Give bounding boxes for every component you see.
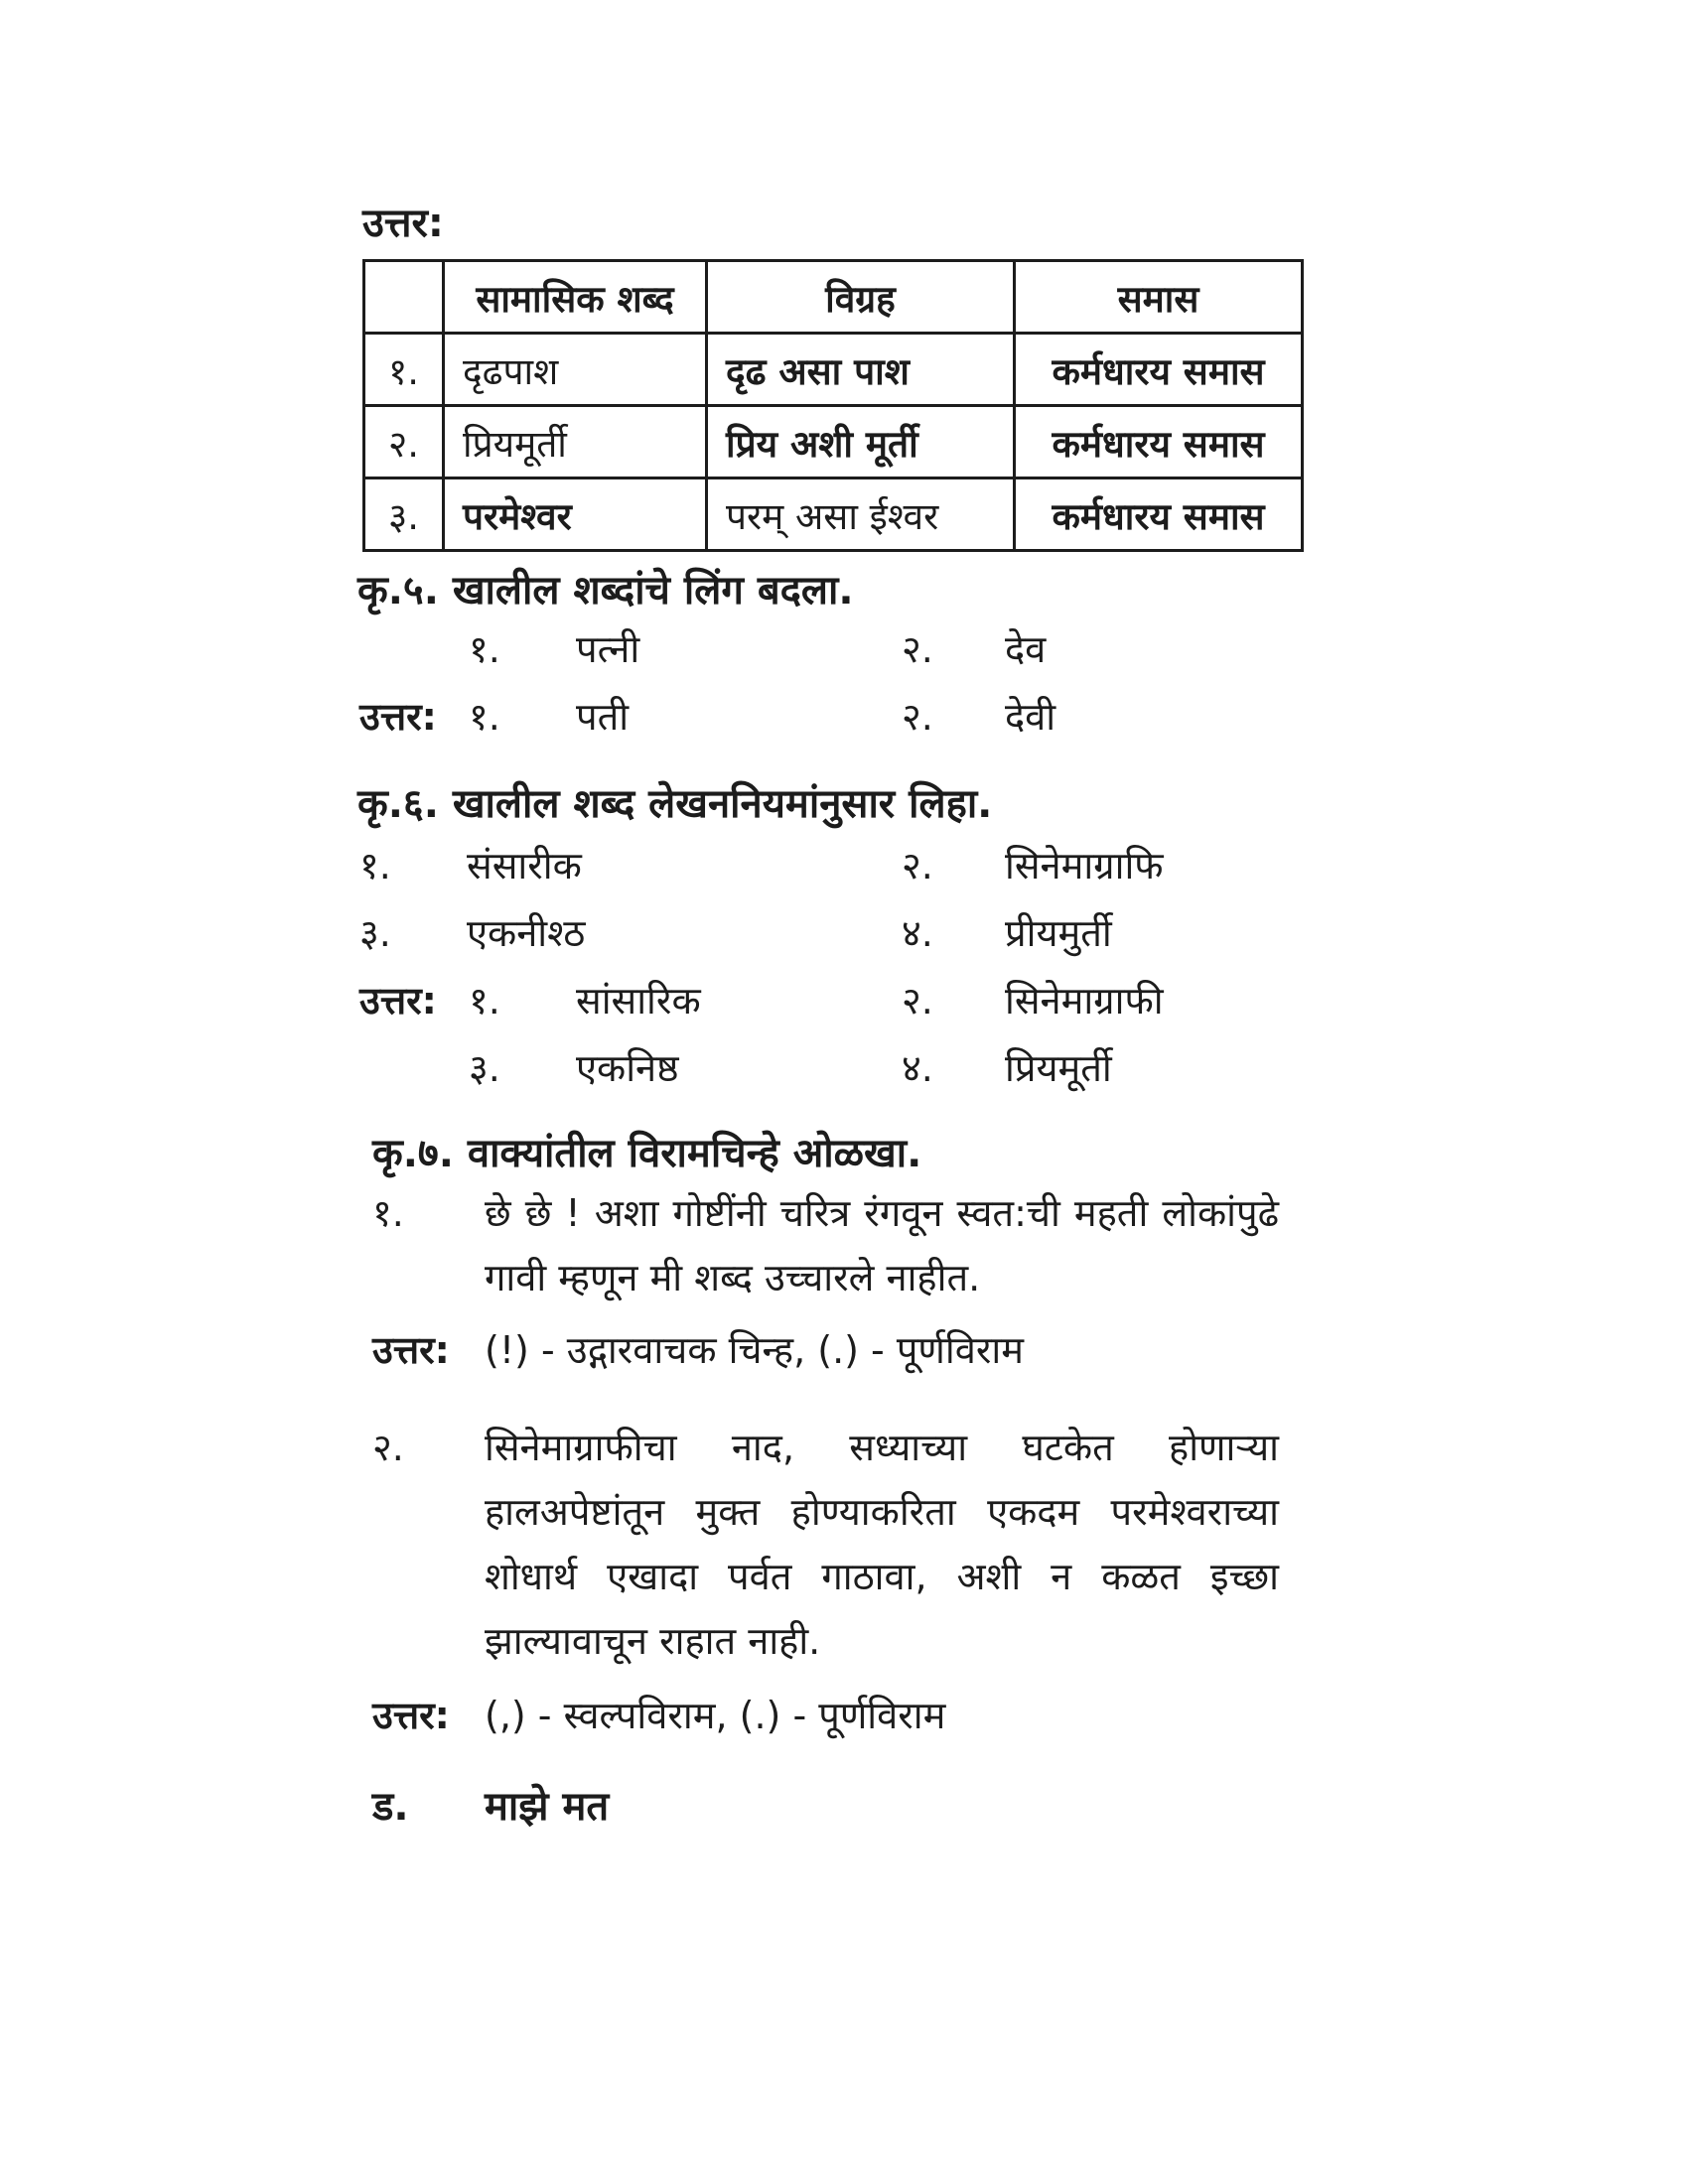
q7-answer-text: (!) - उद्गारवाचक चिन्ह, (.) - पूर्णविराम bbox=[485, 1328, 1024, 1372]
q6-item-num: २. bbox=[902, 844, 933, 887]
q6-item-text: संसारीक bbox=[467, 844, 582, 887]
q5-item-num: २. bbox=[902, 627, 933, 671]
q5-item-text: देव bbox=[1005, 627, 1047, 671]
q6-answer-num: ४. bbox=[902, 1046, 933, 1090]
q6-answer-label: उत्तर: bbox=[359, 979, 437, 1023]
section-d-title: माझे मत bbox=[485, 1784, 610, 1830]
q5-title: कृ.५. खालील शब्दांचे लिंग बदला. bbox=[357, 568, 854, 614]
q7-sentence-num: २. bbox=[372, 1426, 404, 1469]
answer-label: उत्तर: bbox=[362, 201, 444, 246]
q5-item-text: पत्नी bbox=[576, 627, 640, 671]
table-header-cell: समास bbox=[1015, 261, 1303, 334]
table-header-cell: सामासिक शब्द bbox=[444, 261, 707, 334]
q6-answer-text: एकनिष्ठ bbox=[576, 1046, 679, 1090]
q7-sentence-num: १. bbox=[372, 1191, 404, 1235]
q6-title: कृ.६. खालील शब्द लेखननियमांनुसार लिहा. bbox=[357, 781, 993, 827]
q5-answer-text: देवी bbox=[1005, 695, 1056, 739]
q6-item-text: एकनीश्ठ bbox=[467, 911, 586, 955]
q6-item-num: १. bbox=[359, 844, 391, 887]
table-header-cell: विग्रह bbox=[707, 261, 1015, 334]
q5-answer-label: उत्तर: bbox=[359, 695, 437, 739]
table-header-row bbox=[364, 261, 1303, 334]
table-cell-vigraha: प्रिय अशी मूर्ती bbox=[707, 406, 1015, 478]
table-cell-vigraha: दृढ असा पाश bbox=[707, 334, 1015, 406]
q6-answer-text: प्रियमूर्ती bbox=[1005, 1046, 1112, 1090]
q6-answer-num: १. bbox=[469, 979, 500, 1023]
q6-item-text: प्रीयमुर्ती bbox=[1005, 911, 1112, 955]
q5-item-num: १. bbox=[469, 627, 500, 671]
q7-sentence-2: सिनेमाग्राफीचा नाद, सध्याच्या घटकेत होणाऱ्या हालअपेष्टांतून मुक्त होण्याकरिता एकदम परमेश्वराच्या शोधार्थ एखादा पर्वत गाठावा, अशी न कळत इच्छा झाल्यावाचून राहात नाही. bbox=[485, 1426, 1279, 1663]
table-row bbox=[364, 334, 1303, 406]
q7-answer-label: उत्तर: bbox=[372, 1328, 450, 1372]
table-cell-word: दृढपाश bbox=[444, 334, 707, 406]
table-cell-samas: कर्मधारय समास bbox=[1015, 334, 1303, 406]
q6-item-num: ४. bbox=[902, 911, 933, 955]
q7-sentence-1: छे छे ! अशा गोष्टींनी चरित्र रंगवून स्वत:ची महती लोकांपुढे गावी म्हणून मी शब्द उच्चारले नाहीत. bbox=[485, 1191, 1279, 1299]
table-cell-vigraha: परम् असा ईश्वर bbox=[707, 478, 1015, 551]
q7-answer-text: (,) - स्वल्पविराम, (.) - पूर्णविराम bbox=[485, 1694, 946, 1737]
q7-title: कृ.७. वाक्यांतील विरामचिन्हे ओळखा. bbox=[372, 1131, 922, 1176]
q6-answer-num: ३. bbox=[469, 1046, 500, 1090]
section-d-label: ड. bbox=[372, 1784, 409, 1830]
table-cell-num: ३. bbox=[364, 478, 444, 551]
q6-item-num: ३. bbox=[359, 911, 391, 955]
q7-answer-label: उत्तर: bbox=[372, 1694, 450, 1737]
table-cell-word: परमेश्वर bbox=[444, 478, 707, 551]
q6-item-text: सिनेमाग्राफि bbox=[1005, 844, 1164, 887]
table-row bbox=[364, 406, 1303, 478]
table-cell-samas: कर्मधारय समास bbox=[1015, 478, 1303, 551]
q5-answer-num: १. bbox=[469, 695, 500, 739]
table-header-cell bbox=[364, 261, 444, 334]
q6-answer-text: सांसारिक bbox=[576, 979, 701, 1023]
table-cell-samas: कर्मधारय समास bbox=[1015, 406, 1303, 478]
q6-answer-num: २. bbox=[902, 979, 933, 1023]
table-cell-word: प्रियमूर्ती bbox=[444, 406, 707, 478]
samas-table bbox=[362, 259, 1304, 552]
table-row bbox=[364, 478, 1303, 551]
table-cell-num: २. bbox=[364, 406, 444, 478]
q5-answer-num: २. bbox=[902, 695, 933, 739]
table-cell-num: १. bbox=[364, 334, 444, 406]
q6-answer-text: सिनेमाग्राफी bbox=[1005, 979, 1164, 1023]
q5-answer-text: पती bbox=[576, 695, 630, 739]
